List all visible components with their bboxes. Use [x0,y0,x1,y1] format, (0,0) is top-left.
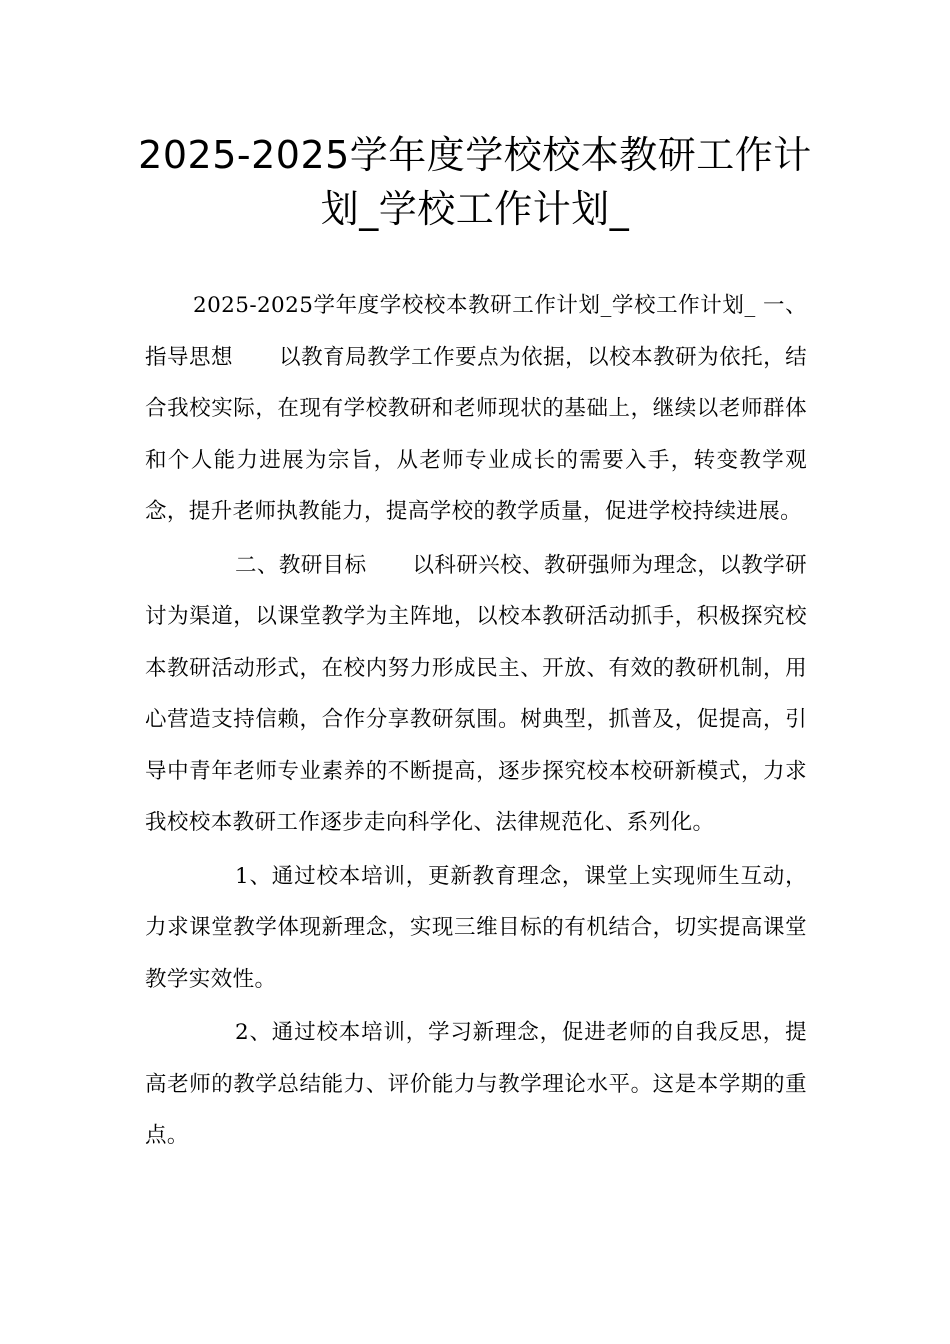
document-title: 2025-2025学年度学校校本教研工作计划_学校工作计划_ [138,133,812,231]
paragraph-guiding-ideology [145,280,807,538]
paragraph-text: 以教育局教学工作要点为依据，以校本教研为依托，结合我校实际，在现有学校教研和老师现状的基础上，继续以老师群体和个人能力进展为宗旨，从老师专业成长的需要入手，转变教学观念，提升老师执教能力，提高学校的教学质量，促进学校持续进展。 [145,344,807,524]
paragraph-item-2 [145,1007,807,1162]
paragraph-text: 1、通过校本培训，更新教育理念，课堂上实现师生互动，力求课堂教学体现新理念，实现三维目标的有机结合，切实提高课堂教学实效性。 [145,863,807,992]
paragraph-text: 以科研兴校、教研强师为理念，以教学研讨为渠道，以课堂教学为主阵地，以校本教研活动抓手，积极探究校本教研活动形式，在校内努力形成民主、开放、有效的教研机制，用心营造支持信赖，合作分享教研氛围。树典型，抓普及，促提高，引导中青年老师专业素养的不断提高，逐步探究校本校研新模式，力求我校校本教研工作逐步走向科学化、法律规范化、系列化。 [145,552,807,835]
paragraph-lead: 2025-2025学年度学校校本教研工作计划_学校工作计划_ 一、指导思想 [145,293,807,370]
paragraph-research-goals [145,540,807,849]
paragraph-lead: 二、教研目标 [235,552,367,578]
document-body [145,280,807,1164]
paragraph-item-1 [145,851,807,1006]
paragraph-text: 2、通过校本培训，学习新理念，促进老师的自我反思，提高老师的教学总结能力、评价能力与教学理论水平。这是本学期的重点。 [145,1020,807,1148]
